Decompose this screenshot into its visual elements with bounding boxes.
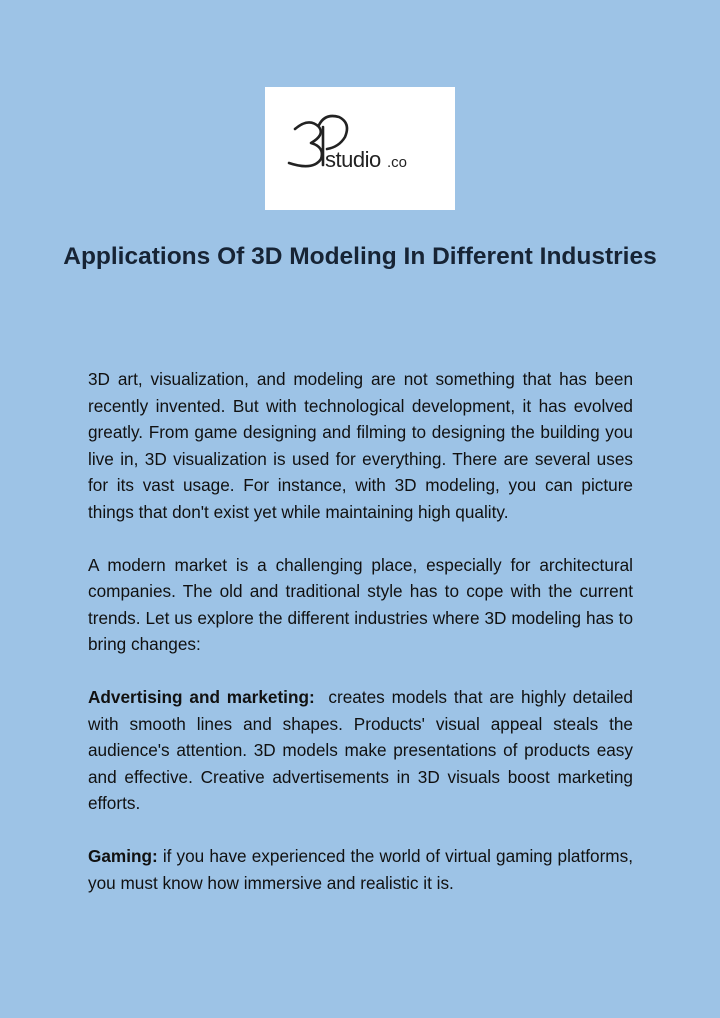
paragraph-text: if you have experienced the world of virtual gaming platforms, you must know how immersive and realistic it is.	[88, 846, 633, 893]
logo-mark-icon	[265, 87, 455, 210]
paragraph-text: 3D art, visualization, and modeling are not something that has been recently invented. But with technological development, it has evolved greatly. From game designing and filming to designing the building you live in, 3D visualization is used for everything. There are several uses for its vast usage. For instance, with 3D modeling, you can picture things that don't exist yet while maintaining high quality.	[88, 369, 633, 522]
article-body	[88, 366, 633, 923]
paragraph-gaming	[88, 843, 633, 896]
page-title: Applications Of 3D Modeling In Different Industries	[63, 243, 657, 270]
paragraph-text: A modern market is a challenging place, especially for architectural companies. The old and traditional style has to cope with the current trends. Let us explore the different industries where 3D modeling has to bring changes:	[88, 554, 633, 654]
svg-text:.co: .co	[387, 154, 408, 171]
paragraph-text: creates models that are highly detailed with smooth lines and shapes. Products' visual appeal steals the audience's attention. 3D models make presentations of products easy and effective. Creative advertisements in 3D visuals boost marketing efforts.	[88, 687, 633, 813]
paragraph-market	[88, 552, 633, 658]
paragraph-intro	[88, 366, 633, 525]
company-logo	[265, 87, 455, 210]
svg-text:studio: studio	[325, 147, 381, 172]
paragraph-advertising	[88, 684, 633, 817]
paragraph-lead: Gaming:	[88, 846, 158, 866]
paragraph-lead: Advertising and marketing:	[88, 687, 315, 707]
